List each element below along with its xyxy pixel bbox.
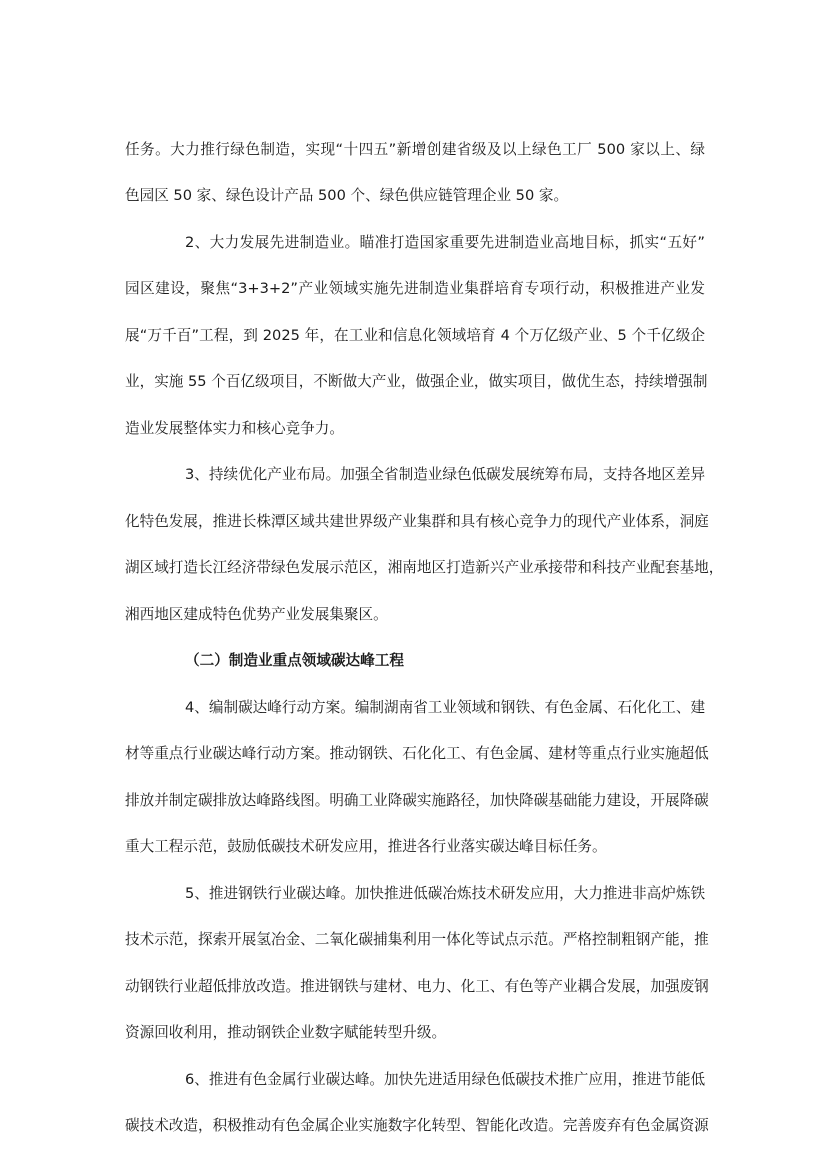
text-line: 园区建设，聚焦“3+3+2”产业领域实施先进制造业集群培育专项行动，积极推进产业发 — [125, 280, 705, 297]
text-line: 造业发展整体实力和核心竞争力。 — [125, 420, 344, 437]
text-line: 排放并制定碳排放达峰路线图。明确工业降碳实施路径，加快降碳基础能力建设，开展降碳 — [125, 792, 709, 809]
text-line: 化特色发展，推进长株潭区域共建世界级产业集群和具有核心竞争力的现代产业体系，洞庭 — [125, 513, 709, 530]
text-line: 碳技术改造，积极推动有色金属企业实施数字化转型、智能化改造。完善废弃有色金属资源 — [125, 1117, 709, 1134]
text-line: 资源回收利用，推动钢铁企业数字赋能转型升级。 — [125, 1024, 447, 1041]
text-line: 湖区域打造长江经济带绿色发展示范区，湘南地区打造新兴产业承接带和科技产业配套基地， — [125, 559, 724, 576]
text-line: 任务。大力推行绿色制造，实现“十四五”新增创建省级及以上绿色工厂 500 家以上、绿 — [125, 141, 705, 158]
text-line: 2、大力发展先进制造业。瞄准打造国家重要先进制造业高地目标，抓实“五好” — [185, 234, 705, 251]
text-line: 5、推进钢铁行业碳达峰。加快推进低碳冶炼技术研发应用，大力推进非高炉炼铁 — [185, 885, 706, 902]
text-line: 4、编制碳达峰行动方案。编制湖南省工业领域和钢铁、有色金属、石化化工、建 — [185, 699, 706, 716]
text-line: 3、持续优化产业布局。加强全省制造业绿色低碳发展统筹布局，支持各地区差异 — [185, 466, 706, 483]
text-line: 技术示范，探索开展氢冶金、二氧化碳捕集利用一体化等试点示范。严格控制粗钢产能，推 — [125, 931, 709, 948]
text-line: 湘西地区建成特色优势产业发展集聚区。 — [125, 606, 388, 623]
text-line: 动钢铁行业超低排放改造。推进钢铁与建材、电力、化工、有色等产业耦合发展，加强废钢 — [125, 978, 709, 995]
text-line: 业，实施 55 个百亿级项目，不断做大产业，做强企业，做实项目，做优生态，持续增强制 — [125, 373, 708, 390]
text-line: 重大工程示范，鼓励低碳技术研发应用，推进各行业落实碳达峰目标任务。 — [125, 838, 607, 855]
section-heading: （二）制造业重点领域碳达峰工程 — [185, 652, 404, 669]
text-line: 6、推进有色金属行业碳达峰。加快先进适用绿色低碳技术推广应用，推进节能低 — [185, 1071, 706, 1088]
text-line: 材等重点行业碳达峰行动方案。推动钢铁、石化化工、有色金属、建材等重点行业实施超低 — [125, 745, 709, 762]
text-line: 色园区 50 家、绿色设计产品 500 个、绿色供应链管理企业 50 家。 — [125, 187, 569, 204]
text-line: 展“万千百”工程，到 2025 年，在工业和信息化领域培育 4 个万亿级产业、5 个千亿级企 — [125, 327, 705, 344]
